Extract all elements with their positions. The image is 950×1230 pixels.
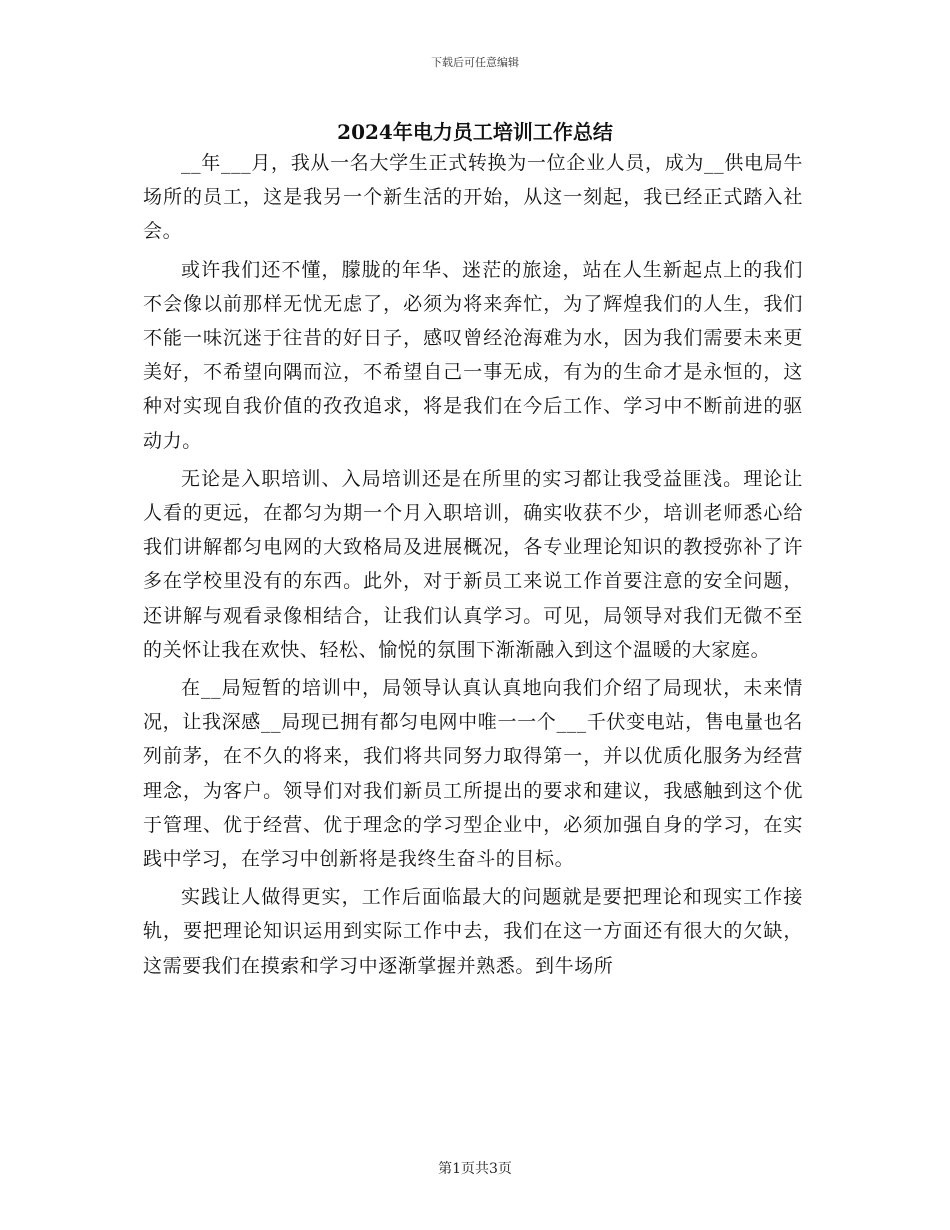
- paragraph-2: 或许我们还不懂，朦胧的年华、迷茫的旅途，站在人生新起点上的我们不会像以前那样无忧无虑了，必须为将来奔忙，为了辉煌我们的人生，我们不能一味沉迷于往昔的好日子，感叹曾经沧海难为水，因为我们需要未来更美好，不希望向隅而泣，不希望自己一事无成，有为的生命才是永恒的，这种对实现自我价值的孜孜追求，将是我们在今后工作、学习中不断前进的驱动力。: [143, 258, 803, 452]
- paragraph-5: 实践让人做得更实，工作后面临最大的问题就是要把理论和现实工作接轨，要把理论知识运用到实际工作中去，我们在这一方面还有很大的欠缺，这需要我们在摸索和学习中逐渐掌握并熟悉。到牛场所: [143, 886, 803, 977]
- page-indicator: 第1页共3页: [438, 1161, 512, 1177]
- header-note: 下载后可任意编辑: [431, 56, 519, 69]
- paragraph-4: 在__局短暂的培训中，局领导认真认真地向我们介绍了局现状，未来情况，让我深感__局现已拥有都匀电网中唯一一个___千伏变电站，售电量也名列前茅，在不久的将来，我们将共同努力取得第一，并以优质化服务为经营理念，为客户。领导们对我们新员工所提出的要求和建议，我感触到这个优于管理、优于经营、优于理念的学习型企业中，必须加强自身的学习，在实践中学习，在学习中创新将是我终生奋斗的目标。: [143, 677, 803, 871]
- paragraph-1: __年___月，我从一名大学生正式转换为一位企业人员，成为__供电局牛场所的员工，这是我另一个新生活的开始，从这一刻起，我已经正式踏入社会。: [143, 152, 803, 243]
- document-body: [143, 146, 803, 987]
- paragraph-3: 无论是入职培训、入局培训还是在所里的实习都让我受益匪浅。理论让人看的更远，在都匀为期一个月入职培训，确实收获不少，培训老师悉心给我们讲解都匀电网的大致格局及进展概况，各专业理论知识的教授弥补了许多在学校里没有的东西。此外，对于新员工来说工作首要注意的安全问题，还讲解与观看录像相结合，让我们认真学习。可见，局领导对我们无微不至的关怀让我在欢快、轻松、愉悦的氛围下渐渐融入到这个温暖的大家庭。: [143, 467, 803, 661]
- document-title: 2024年电力员工培训工作总结: [337, 120, 613, 144]
